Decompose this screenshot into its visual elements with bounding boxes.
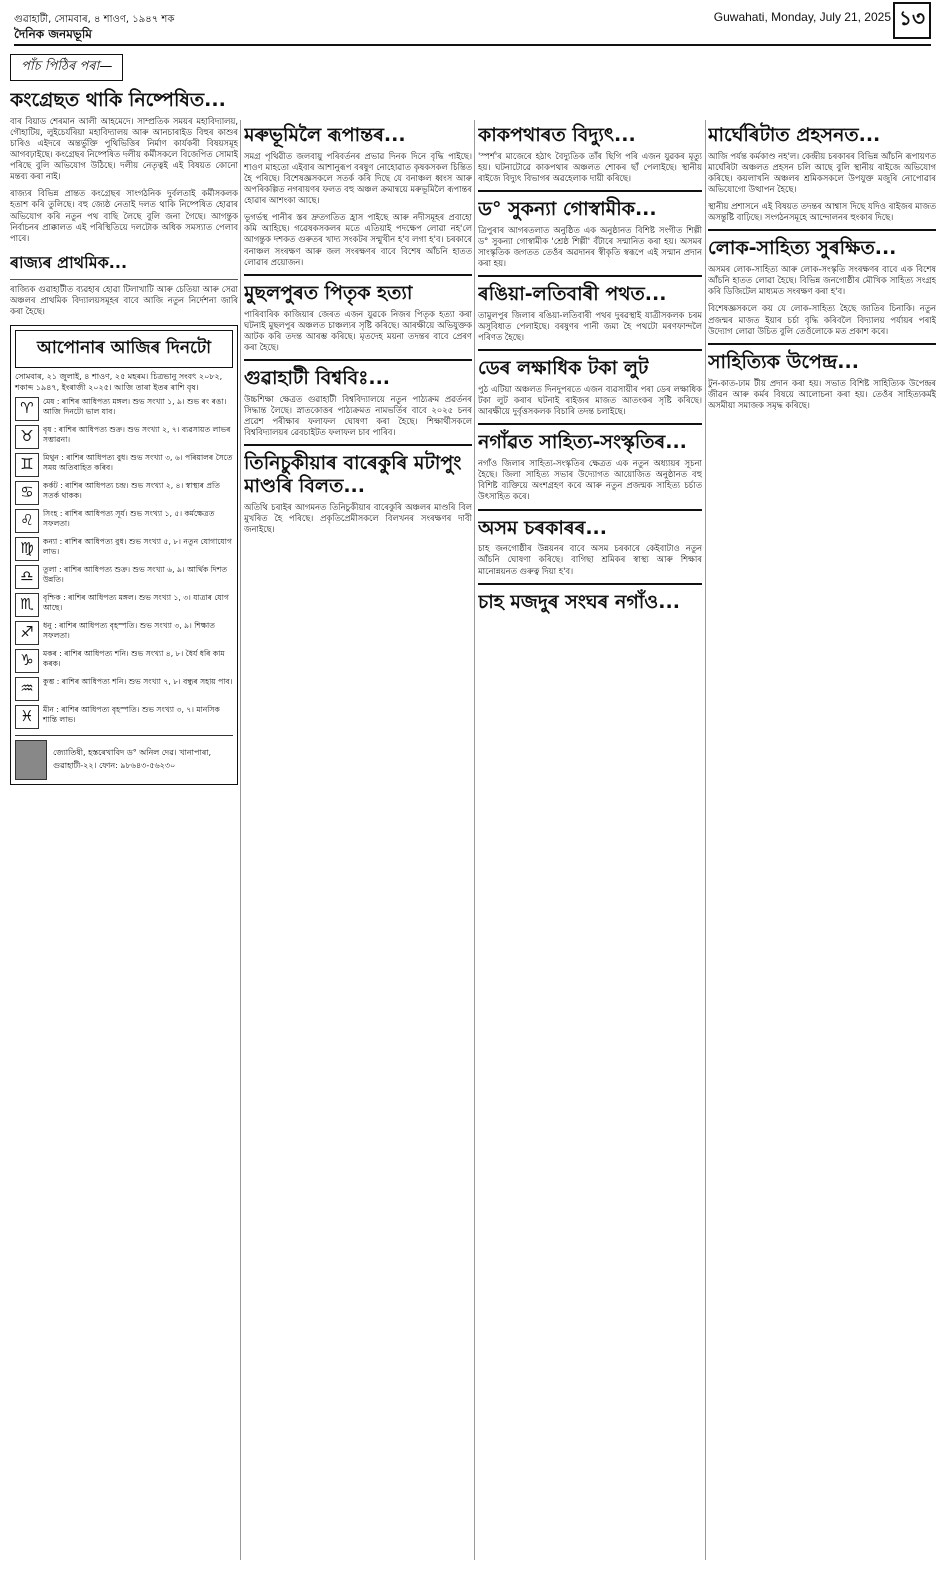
page-number: ১৩ xyxy=(893,2,931,39)
horoscope-item xyxy=(15,481,233,505)
article-body: টুন-কাত-ঢাম টীয় প্ৰদান কৰা হয়। সভাত বিশিষ্ট সাহিত্যিক উপেন্দ্ৰৰ জীৱন আৰু কৰ্মৰ বিষয়ে আলোচনা কৰা হয়। তেওঁৰ সাহিত্যকৰ্মই অসমীয়া সমাজক সমৃদ্ধ কৰিছে। xyxy=(708,377,936,410)
column-divider xyxy=(474,120,475,1560)
article-headline[interactable]: লোক-সাহিত্য সুৰক্ষিত... xyxy=(708,237,897,260)
article-headline[interactable]: কংগ্ৰেছত থাকি নিষ্পেষিত... xyxy=(10,89,226,111)
horoscope-item xyxy=(15,621,233,645)
zodiac-icon: ♑ xyxy=(15,649,39,673)
column-1 xyxy=(10,52,238,1492)
horoscope-item xyxy=(15,677,233,701)
article-body: চাহ জনগোষ্ঠীৰ উন্নয়নৰ বাবে অসম চৰকাৰে কেইবাটাও নতুন আঁচনি ঘোষণা কৰিছে। বাগিছা শ্ৰমিকৰ স্বাস্থ্য আৰু শিক্ষাৰ মানোন্নয়নত গুৰুত্ব দিয়া হ'ব। xyxy=(478,543,702,576)
article-headline[interactable]: মাৰ্ঘেৰিটাত প্ৰহসনত... xyxy=(708,124,881,146)
horoscope-item xyxy=(15,397,233,421)
article-headline[interactable]: চাহ মজদুৰ সংঘৰ নগাঁও... xyxy=(478,590,680,613)
article-headline[interactable]: তিনিচুকীয়াৰ বাৰেকুৰি মটাপুং মাণ্ডৰি বিলত... xyxy=(244,452,462,497)
astrologer-text: জ্যোতিষী, হস্তৰেখাবিদ ড° অনিল দেৱ। খানাপাৰা, গুৱাহাটী-২২। ফোন: ৯৮৬৪৩-৫৬২৩০ xyxy=(53,747,212,770)
article-headline[interactable]: অসম চৰকাৰৰ... xyxy=(478,516,607,539)
horoscope-item xyxy=(15,705,233,729)
horoscope-text: মকৰ : ৰাশিৰ আধিপত্য শনি। শুভ সংখ্যা ৪, ৮। ধৈৰ্য ধৰি কাম কৰক। xyxy=(43,648,225,668)
astrologer-credit xyxy=(15,735,233,780)
article-headline[interactable]: ৰাজ্যৰ প্ৰাথমিক... xyxy=(10,250,238,280)
horoscope-text: বৃষ : ৰাশিৰ আধিপত্য শুক্ৰ। শুভ সংখ্যা ২, ৭। ব্যৱসায়ত লাভৰ সম্ভাৱনা। xyxy=(43,424,231,444)
horoscope-text: তুলা : ৰাশিৰ আধিপত্য শুক্ৰ। শুভ সংখ্যা ৬, ৯। আৰ্থিক দিশত উন্নতি। xyxy=(43,564,228,584)
column-3 xyxy=(478,120,702,1560)
zodiac-icon: ♎ xyxy=(15,565,39,589)
article-body: আজি পৰ্যন্ত কৰ্মকাণ্ড নহ'ল। কেন্দ্ৰীয় চৰকাৰৰ বিভিন্ন আঁচনি ৰূপায়ণত মাৰ্ঘেৰিটা অঞ্চলত প্ৰহসন চলি আছে বুলি স্থানীয় ৰাইজে অভিযোগ কৰিছে। কয়লাখনি অঞ্চলৰ শ্ৰমিকসকলে উপযুক্ত মজুৰি নোপোৱাৰ অভিযোগো উত্থাপন হৈছে। xyxy=(708,150,936,195)
article-body: অসমৰ লোক-সাহিত্য আৰু লোক-সংস্কৃতি সংৰক্ষণৰ বাবে এক বিশেষ আঁচনি হাতত লোৱা হৈছে। বিভিন্ন জনগোষ্ঠীৰ মৌখিক সাহিত্য সংগ্ৰহ কৰি ডিজিটেল মাধ্যমত সংৰক্ষণ কৰা হ'ব। xyxy=(708,264,936,297)
article-headline[interactable]: ড° সুকন্যা গোস্বামীক... xyxy=(478,198,657,221)
horoscope-text: মেষ : ৰাশিৰ আধিপত্য মঙ্গল। শুভ সংখ্যা ১, ৯। শুভ ৰং ৰঙা। আজি দিনটো ভাল যাব। xyxy=(43,396,227,416)
column-divider xyxy=(705,120,706,1560)
horoscope-intro: সোমবাৰ, ২১ জুলাই, ৪ শাওণ, ২৫ মহৰম। চিত্ৰভানু সংবৎ ২০৮২, শকাব্দ ১৯৪৭, ইংৰাজী ২০২৫। আজি তাৰা ইতৰ ৰাশি বৃষ। xyxy=(15,372,223,392)
masthead xyxy=(14,0,931,44)
zodiac-icon: ♐ xyxy=(15,621,39,645)
article-body: ৰাজ্যৰ বিভিন্ন প্ৰান্তত কংগ্ৰেছৰ সাংগঠনিক দুৰ্বলতাই কৰ্মীসকলক হতাশ কৰি তুলিছে। বহু জ্যেষ্ঠ নেতাই দলত থাকি নিষ্পেষিত হোৱাৰ অভিযোগ কৰি নতুন পথ বাছি লৈছে বুলি জনা গৈছে। আগন্তুক নিৰ্বাচনৰ প্ৰাক্কালত এই পৰিস্থিতিয়ে দলটোক অধিক সমস্যাত পেলাব পাৰে। xyxy=(10,188,238,243)
zodiac-icon: ♓ xyxy=(15,705,39,729)
horoscope-text: সিংহ : ৰাশিৰ আধিপত্য সূৰ্য। শুভ সংখ্যা ১, ৫। কৰ্মক্ষেত্ৰত সফলতা। xyxy=(43,508,215,528)
zodiac-icon: ♌ xyxy=(15,509,39,533)
horoscope-item xyxy=(15,565,233,589)
horoscope-item xyxy=(15,509,233,533)
article-headline[interactable]: সাহিত্যিক উপেন্দ্ৰ... xyxy=(708,350,859,373)
horoscope-title: আপোনাৰ আজিৰ দিনটো xyxy=(15,330,233,368)
article-body: বিশেষজ্ঞসকলে কয় যে লোক-সাহিত্য হৈছে জাতিৰ চিনাকি। নতুন প্ৰজন্মৰ মাজত ইয়াৰ চৰ্চা বৃদ্ধি কৰিবলৈ বিদ্যালয় পৰ্যায়ৰ পৰাই উদ্যোগ লোৱা উচিত বুলি তেওঁলোকে মত প্ৰকাশ কৰে। xyxy=(708,303,936,336)
article-headline[interactable]: মুছলপুৰত পিতৃক হত্যা xyxy=(244,281,413,304)
horoscope-list xyxy=(15,397,233,729)
horoscope-text: বৃশ্চিক : ৰাশিৰ আধিপত্য মঙ্গল। শুভ সংখ্যা ১, ৩। যাত্ৰাৰ যোগ আছে। xyxy=(43,592,229,612)
zodiac-icon: ♏ xyxy=(15,593,39,617)
horoscope-text: ধনু : ৰাশিৰ আধিপত্য বৃহস্পতি। শুভ সংখ্যা ৩, ৯। শিক্ষাত সফলতা। xyxy=(43,620,215,640)
article-body: ত্ৰিপুৰাৰ আগৰতলাত অনুষ্ঠিত এক অনুষ্ঠানত বিশিষ্ট সংগীত শিল্পী ড° সুকন্যা গোস্বামীক 'শ্ৰেষ্ঠ শিল্পী' বঁটাৰে সন্মানিত কৰা হয়। অসমৰ সাংস্কৃতিক জগতত তেওঁৰ অৱদানৰ স্বীকৃতি স্বৰূপে এই সন্মান প্ৰদান কৰা হয়। xyxy=(478,224,702,269)
zodiac-icon: ♋ xyxy=(15,481,39,505)
article-body: 'স্পৰ্শ'ৰ মাজেৰে হঠাৎ বৈদ্যুতিক তাঁৰ ছিগি পৰি এজন যুৱকৰ মৃত্যু হয়। ঘটনাটোৱে কাকপথাৰ অঞ্চলত শোকৰ ছাঁ পেলাইছে। স্থানীয় ৰাইজে বিদ্যুৎ বিভাগৰ অৱহেলাক দায়ী কৰিছে। xyxy=(478,150,702,183)
astrologer-photo xyxy=(15,740,47,780)
horoscope-box xyxy=(10,325,238,785)
dateline-right: Guwahati, Monday, July 21, 2025 xyxy=(713,10,891,24)
horoscope-item xyxy=(15,537,233,561)
column-divider xyxy=(240,120,241,1560)
horoscope-item xyxy=(15,453,233,477)
article-body: অতিথি চৰাইৰ আগমনত তিনিচুকীয়াৰ বাৰেকুৰি অঞ্চলৰ মাণ্ডৰি বিল মুখৰিত হৈ পৰিছে। প্ৰকৃতিপ্ৰেমীসকলে বিলখনৰ সংৰক্ষণৰ দাবী জনাইছে। xyxy=(244,501,472,534)
dateline-left: গুৱাহাটী, সোমবাৰ, ৪ শাওণ, ১৯৪৭ শক xyxy=(14,14,175,25)
article-body: নগাঁও জিলাৰ সাহিত্য-সংস্কৃতিৰ ক্ষেত্ৰত এক নতুন অধ্যায়ৰ সূচনা হৈছে। জিলা সাহিত্য সভাৰ উদ্যোগত আয়োজিত অনুষ্ঠানত বহু বিশিষ্ট ব্যক্তিয়ে অংশগ্ৰহণ কৰে আৰু নতুন প্ৰজন্মক সাহিত্য চৰ্চাত উৎসাহিত কৰে। xyxy=(478,458,702,502)
article-body: তামুলপুৰ জিলাৰ ৰঙিয়া-লতিবাৰী পথৰ দুৰৱস্থাই যাত্ৰীসকলক চৰম অসুবিধাত পেলাইছে। বৰষুণৰ পানী জমা হৈ পথটো মৰণফান্দলৈ পৰিণত হৈছে। xyxy=(478,310,702,343)
zodiac-icon: ♊ xyxy=(15,453,39,477)
column-2 xyxy=(244,120,472,1560)
zodiac-icon: ♒ xyxy=(15,677,39,701)
article-body: স্থানীয় প্ৰশাসনে এই বিষয়ত তদন্তৰ আশ্বাস দিছে যদিও ৰাইজৰ মাজত অসন্তুষ্টি বাঢ়িছে। সংগঠনসমূহে আন্দোলনৰ হুংকাৰ দিছে। xyxy=(708,201,936,223)
zodiac-icon: ♍ xyxy=(15,537,39,561)
horoscope-text: কৰ্কট : ৰাশিৰ আধিপত্য চন্দ্ৰ। শুভ সংখ্যা ২, ৪। স্বাস্থ্যৰ প্ৰতি সতৰ্ক থাকক। xyxy=(43,480,220,500)
masthead-rule xyxy=(14,44,931,46)
horoscope-item xyxy=(15,425,233,449)
article-body: ৰাজ্যিক গুৱাহাটীত ব্যৱহাৰ হোৱা টিলাখাটি আৰু চেতিয়া আৰু সেৱা অঞ্চলৰ প্ৰাথমিক বিদ্যালয়সমূহৰ বাবে আজি নতুন নিৰ্দেশনা জাৰি কৰা হৈছে। xyxy=(10,283,238,317)
horoscope-text: মিথুন : ৰাশিৰ আধিপত্য বুধ। শুভ সংখ্যা ৩, ৬। পৰিয়ালৰ সৈতে সময় অতিবাহিত কৰিব। xyxy=(43,452,233,472)
article-body: উচ্চশিক্ষা ক্ষেত্ৰত গুৱাহাটী বিশ্ববিদ্যালয়ে নতুন পাঠ্যক্ৰম প্ৰৱৰ্তনৰ সিদ্ধান্ত লৈছে। স্নাতকোত্তৰ পাঠ্যক্ৰমত নামভৰ্তিৰ বাবে ২০২৫ চনৰ প্ৰৱেশ পৰীক্ষাৰ ফলাফল ঘোষণা কৰা হৈছে। শিক্ষাৰ্থীসকলে বিশ্ববিদ্যালয়ৰ ৱেবচাইটত ফলাফল চাব পাৰিব। xyxy=(244,393,472,437)
horoscope-text: কুম্ভ : ৰাশিৰ আধিপত্য শনি। শুভ সংখ্যা ৭, ৮। বন্ধুৰ সহায় পাব। xyxy=(43,676,233,686)
article-body: সমগ্ৰ পৃথিৱীত জলবায়ু পৰিবৰ্তনৰ প্ৰভাৱ দিনক দিনে বৃদ্ধি পাইছে। শাওণ মাহতো এইবাৰ আশানুৰূপ বৰষুণ নোহোৱাত কৃষকসকল চিন্তিত হৈ পৰিছে। বিশেষজ্ঞসকলে সতৰ্ক কৰি দিছে যে বনাঞ্চল ধ্বংস আৰু অপৰিকল্পিত নগৰায়ণৰ ফলত বহু অঞ্চল ক্ৰমান্বয়ে মৰুভূমিলৈ ৰূপান্তৰ হোৱাৰ আশংকা আছে। xyxy=(244,150,472,206)
continued-kicker: পাঁচ পিঠিৰ পৰা— xyxy=(10,54,123,81)
paper-name: দৈনিক জনমভূমি xyxy=(14,27,92,41)
article-headline[interactable]: গুৱাহাটী বিশ্ববিঃ... xyxy=(244,366,391,389)
horoscope-text: মীন : ৰাশিৰ আধিপত্য বৃহস্পতি। শুভ সংখ্যা ৩, ৭। মানসিক শান্তি লাভ। xyxy=(43,704,220,724)
horoscope-item xyxy=(15,649,233,673)
article-body: বাৰ বিয়াড শেৰমান আলী আহমেদে। সাম্প্ৰতিক সময়ৰ মহাবিদ্যালয়, গৌহাটিয়, লুইচেৰ্যৰিয়া মহাবিদ্যালয় আৰু আনচাৰাইড বিহুৰ কাশুৰ চাৰিও এইদৰে অন্তৰ্ভুক্তি পুথিভিত্তিৰ নিৰ্মাণ কাৰ্যকৰী বিষয়সমূহ আগবঢ়াইছে। কংগ্ৰেছৰ নিষ্পেষিত দলীয় কৰ্মীসকলে বিজেপিত সোমাই পৰিছে বুলি অভিযোগ উঠিছে। দলীয় নেতৃত্বই এই বিষয়ত কোনো মন্তব্য কৰা নাই। xyxy=(10,115,238,182)
horoscope-text: কন্যা : ৰাশিৰ আধিপত্য বুধ। শুভ সংখ্যা ৫, ৮। নতুন যোগাযোগ লাভ। xyxy=(43,536,232,556)
zodiac-icon: ♈ xyxy=(15,397,39,421)
article-body: পাৰিবাৰিক কাজিয়াৰ জেৰত এজন যুৱকে নিজৰ পিতৃক হত্যা কৰা ঘটনাই মুছলপুৰ অঞ্চলত চাঞ্চল্যৰ সৃষ্টি কৰিছে। আৰক্ষীয়ে অভিযুক্তক আটক কৰি তদন্ত আৰম্ভ কৰিছে। মৃতদেহ ময়না তদন্তৰ বাবে প্ৰেৰণ কৰা হৈছে। xyxy=(244,308,472,352)
article-body: ভূগৰ্ভস্থ পানীৰ স্তৰ দ্ৰুতগতিত হ্ৰাস পাইছে আৰু নদীসমূহৰ প্ৰবাহো কমি আহিছে। গৱেষকসকলৰ মতে এতিয়াই পদক্ষেপ লোৱা নহ'লে আগন্তুক দশকত গুৰুতৰ খাদ্য সংকটৰ সন্মুখীন হ'ব লগা হ'ব। চৰকাৰে বনাঞ্চল সংৰক্ষণ আৰু জল সংৰক্ষণৰ বাবে বিশেষ আঁচনি হাতত লোৱাৰ প্ৰয়োজন। xyxy=(244,212,472,267)
horoscope-item xyxy=(15,593,233,617)
zodiac-icon: ♉ xyxy=(15,425,39,449)
column-4 xyxy=(708,120,936,1560)
article-headline[interactable]: ৰঙিয়া-লতিবাৰী পথত... xyxy=(478,283,667,306)
article-body: পুঠ এটিয়া অঞ্চলত দিনদুপৰতে এজন ব্যৱসায়ীৰ পৰা ডেৰ লক্ষাধিক টকা লুট কৰাৰ ঘটনাই ৰাইজৰ মাজত আতংকৰ সৃষ্টি কৰিছে। আৰক্ষীয়ে দুৰ্বৃত্তসকলক বিচাৰি তদন্ত চলাইছে। xyxy=(478,384,702,417)
article-headline[interactable]: কাকপথাৰত বিদ্যুৎ... xyxy=(478,124,636,146)
article-headline[interactable]: ডেৰ লক্ষাধিক টকা লুট xyxy=(478,357,649,380)
article-headline[interactable]: মৰুভূমিলৈ ৰূপান্তৰ... xyxy=(244,124,406,146)
article-headline[interactable]: নগাঁৱত সাহিত্য-সংস্কৃতিৰ... xyxy=(478,431,687,454)
